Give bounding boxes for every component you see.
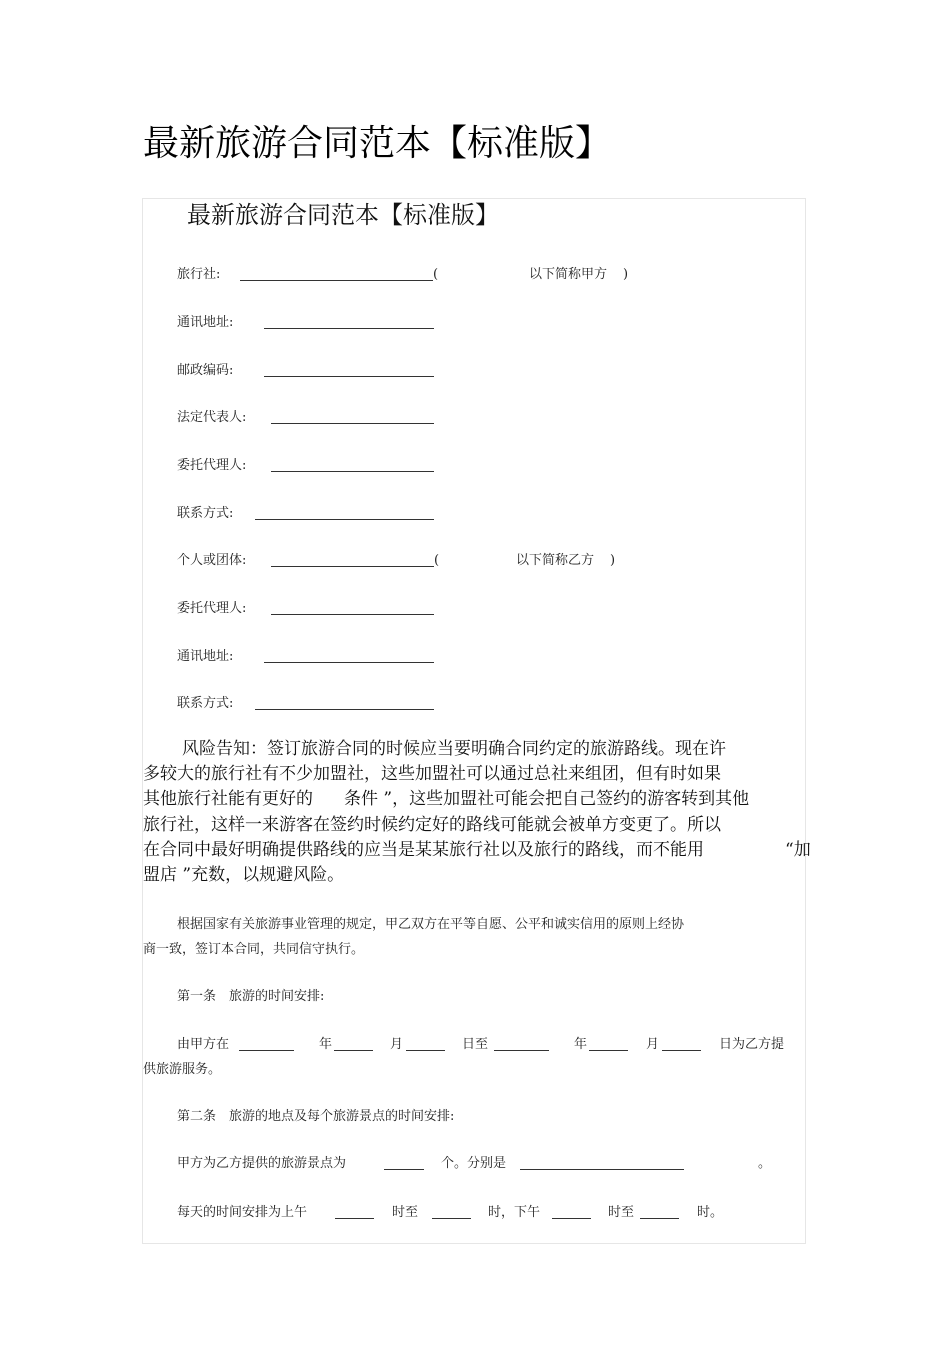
blank-agency[interactable] xyxy=(240,280,433,281)
risk-line-5a: 在合同中最好明确提供路线的应当是某某旅行社以及旅行的路线，而不能用 xyxy=(143,840,704,860)
blank-pm-end[interactable] xyxy=(640,1218,679,1219)
blank-end-month[interactable] xyxy=(589,1050,628,1051)
article-2-pm: 时，下午 xyxy=(488,1205,541,1220)
risk-line-3b: 条件 ”，这些加盟社可能会把自己签约的游客转到其他 xyxy=(344,789,750,809)
risk-line-2: 多较大的旅行社有不少加盟社，这些加盟社可以通过总社来组团，但有时如果 xyxy=(143,764,721,784)
preamble-line-1: 根据国家有关旅游事业管理的规定，甲乙双方在平等自愿、公平和诚实信用的原则上经协 xyxy=(177,917,685,932)
blank-contact-a[interactable] xyxy=(255,519,434,520)
blank-agent-a[interactable] xyxy=(271,471,434,472)
document-title: 最新旅游合同范本【标准版】 xyxy=(187,201,499,229)
article-1-year-2: 年 xyxy=(574,1037,588,1052)
blank-end-year[interactable] xyxy=(494,1050,549,1051)
blank-am-start[interactable] xyxy=(335,1218,374,1219)
article-1-day-end: 日为乙方提 xyxy=(719,1037,785,1052)
paren-open: ( xyxy=(433,267,439,282)
blank-start-month[interactable] xyxy=(334,1050,373,1051)
risk-line-6: 盟店 ”充数，以规避风险。 xyxy=(143,865,345,885)
article-1-heading: 第一条 旅游的时间安排: xyxy=(177,989,325,1004)
paren-close: ) xyxy=(623,267,629,282)
label-postcode: 邮政编码: xyxy=(177,363,234,378)
blank-start-year[interactable] xyxy=(239,1050,294,1051)
blank-person[interactable] xyxy=(271,566,434,567)
risk-line-3a: 其他旅行社能有更好的 xyxy=(143,789,313,809)
blank-contact-b[interactable] xyxy=(255,709,434,710)
label-contact-a: 联系方式: xyxy=(177,506,234,521)
article-2-daily-text: 每天的时间安排为上午 xyxy=(177,1205,308,1220)
article-2-period: 。 xyxy=(758,1156,772,1171)
blank-address[interactable] xyxy=(264,328,434,329)
article-2-spots-text: 甲方为乙方提供的旅游景点为 xyxy=(177,1156,347,1171)
article-1-month: 月 xyxy=(390,1037,404,1052)
article-2-hour-to-2: 时至 xyxy=(608,1205,635,1220)
article-1-year: 年 xyxy=(319,1037,333,1052)
blank-spot-list[interactable] xyxy=(520,1169,684,1170)
party-a-note: 以下简称甲方 xyxy=(529,267,608,282)
blank-am-end[interactable] xyxy=(432,1218,471,1219)
risk-line-4: 旅行社，这样一来游客在签约时候约定好的路线可能就会被单方变更了。所以 xyxy=(143,815,721,835)
article-1-line-2: 供旅游服务。 xyxy=(143,1062,222,1077)
blank-agent-b[interactable] xyxy=(271,614,434,615)
blank-spot-count[interactable] xyxy=(384,1169,424,1170)
article-2-spots-list-label: 个。分别是 xyxy=(441,1156,507,1171)
label-agent-a: 委托代理人: xyxy=(177,458,247,473)
party-b-note: 以下简称乙方 xyxy=(516,553,595,568)
article-2-hour-end: 时。 xyxy=(697,1205,724,1220)
paren-close-b: ) xyxy=(610,553,616,568)
article-1-day-to: 日至 xyxy=(462,1037,489,1052)
label-person: 个人或团体: xyxy=(177,553,247,568)
article-1-from: 由甲方在 xyxy=(177,1037,230,1052)
page-title: 最新旅游合同范本【标准版】 xyxy=(143,123,612,164)
label-agent-b: 委托代理人: xyxy=(177,601,247,616)
label-contact-b: 联系方式: xyxy=(177,696,234,711)
risk-line-5b: “加 xyxy=(785,840,811,860)
article-2-heading: 第二条 旅游的地点及每个旅游景点的时间安排: xyxy=(177,1109,455,1124)
blank-legal-rep[interactable] xyxy=(271,423,434,424)
risk-line-1: 风险告知：签订旅游合同的时候应当要明确合同约定的旅游路线。现在许 xyxy=(182,739,726,759)
label-agency: 旅行社: xyxy=(177,267,221,282)
blank-postcode[interactable] xyxy=(264,376,434,377)
blank-end-day[interactable] xyxy=(662,1050,701,1051)
label-address: 通讯地址: xyxy=(177,315,234,330)
blank-pm-start[interactable] xyxy=(552,1218,591,1219)
document-frame xyxy=(142,198,806,1244)
article-1-month-2: 月 xyxy=(646,1037,660,1052)
paren-open-b: ( xyxy=(434,553,440,568)
label-legal-rep: 法定代表人: xyxy=(177,410,247,425)
article-2-hour-to: 时至 xyxy=(392,1205,419,1220)
preamble-line-2: 商一致，签订本合同，共同信守执行。 xyxy=(143,942,365,957)
label-address-b: 通讯地址: xyxy=(177,649,234,664)
blank-address-b[interactable] xyxy=(264,662,434,663)
blank-start-day[interactable] xyxy=(406,1050,445,1051)
